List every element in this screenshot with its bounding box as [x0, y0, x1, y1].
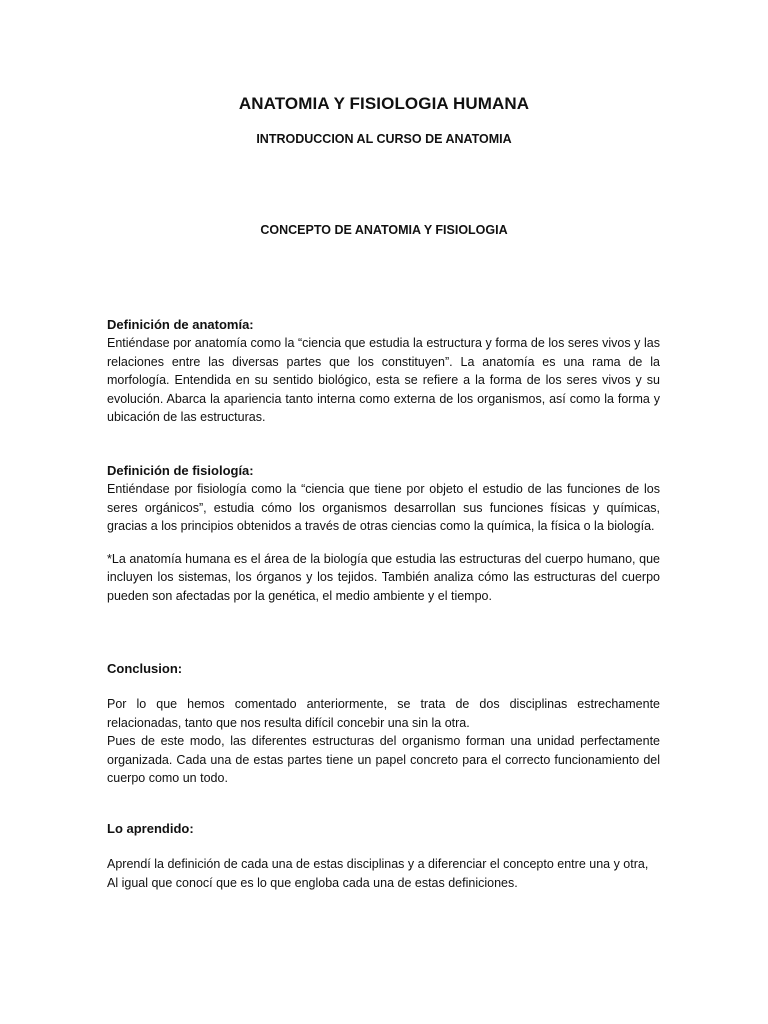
aprendido-body: Aprendí la definición de cada una de estas disciplinas y a diferenciar el concepto entre una y otra, Al igual que conocí que es lo que engloba cada una de estas definiciones.: [107, 857, 649, 890]
conclusion-body-1: Por lo que hemos comentado anteriormente, se trata de dos disciplinas estrechamente relacionadas, tanto que nos resulta difícil concebir una sin la otra.: [107, 697, 660, 730]
anatomia-heading: Definición de anatomía:: [107, 317, 254, 332]
fisiologia-body: Entiéndase por fisiología como la “ciencia que tiene por objeto el estudio de las funciones de los seres orgánicos”, estudia cómo los organismos desarrollan sus funciones físicas y químicas, gracias a los principios obtenidos a través de otras ciencias como la química, la física o la biología.: [107, 482, 660, 533]
conclusion-section: [107, 660, 660, 788]
anatomia-section: [107, 316, 660, 427]
document-title: ANATOMIA Y FISIOLOGIA HUMANA: [238, 94, 530, 113]
aprendido-section: [107, 820, 660, 892]
section-title: CONCEPTO DE ANATOMIA Y FISIOLOGIA: [260, 223, 508, 237]
conclusion-body-2: Pues de este modo, las diferentes estructuras del organismo forman una unidad perfectamente organizada. Cada una de estas partes tiene un papel concreto para el correcto funcionamiento del cuerpo como un todo.: [107, 734, 660, 785]
aprendido-heading: Lo aprendido:: [107, 821, 194, 836]
document-subtitle: INTRODUCCION AL CURSO DE ANATOMIA: [256, 132, 512, 146]
fisiologia-section: [107, 462, 660, 605]
conclusion-heading: Conclusion:: [107, 661, 183, 676]
fisiologia-note: *La anatomía humana es el área de la biología que estudia las estructuras del cuerpo humano, que incluyen los sistemas, los órganos y los tejidos. También analiza cómo las estructuras del cuerpo pueden son afectadas por la genética, el medio ambiente y el tiempo.: [107, 551, 660, 603]
anatomia-body: Entiéndase por anatomía como la “ciencia que estudia la estructura y forma de los seres vivos y las relaciones entre las diversas partes que los constituyen”. La anatomía es una rama de la morfología. Entendida en su sentido biológico, esta se refiere a la forma de los seres vivos y su evolución. Abarca la apariencia tanto interna como externa de los organismos, así como la forma y ubicación de las estructuras.: [107, 336, 660, 424]
fisiologia-heading: Definición de fisiología:: [107, 463, 254, 478]
